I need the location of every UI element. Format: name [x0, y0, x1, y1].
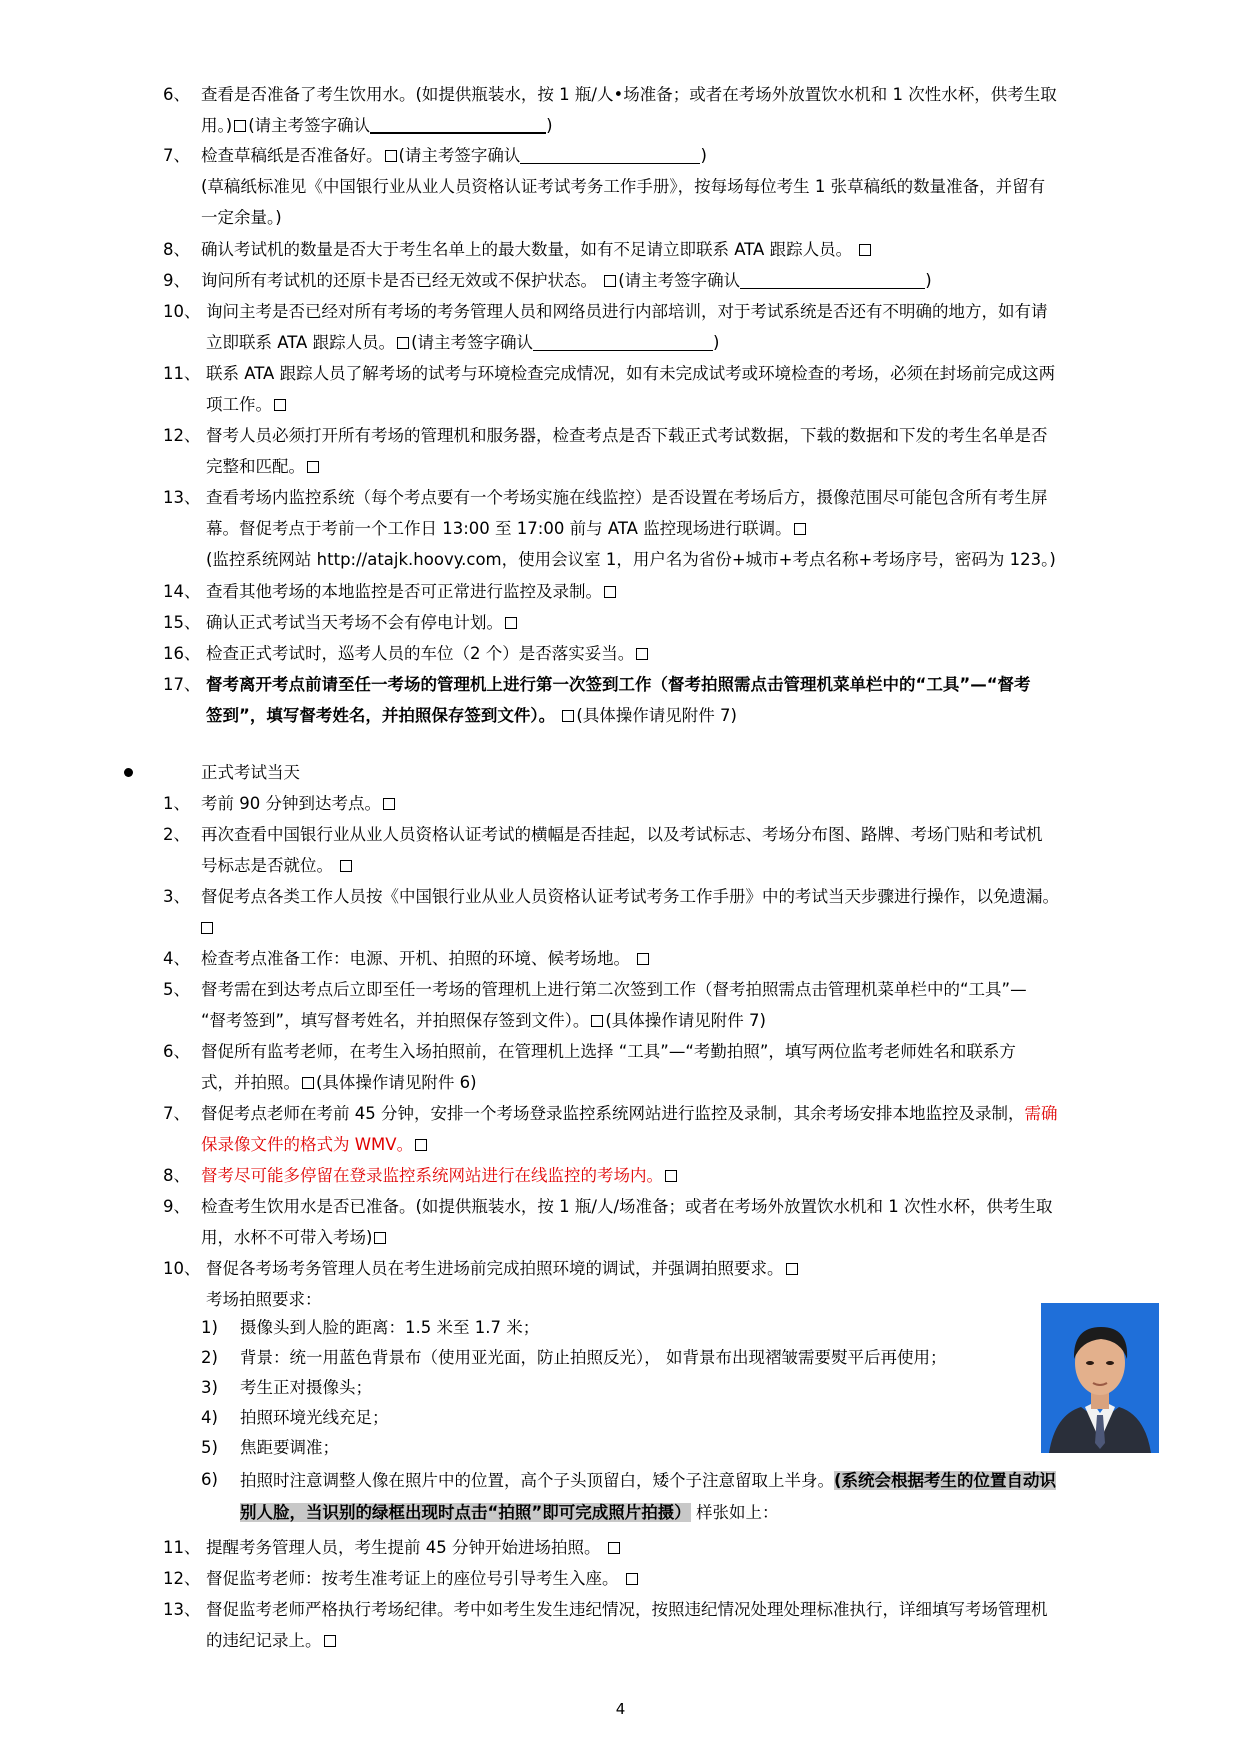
checkbox-icon[interactable]: [302, 1077, 314, 1089]
sub-item-text: 拍照时注意调整人像在照片中的位置，高个子头顶留白，矮个子注意留取上半身。: [240, 1471, 834, 1490]
item-number: 3、: [163, 887, 190, 906]
item-text: 用，水杯不可带入考场): [201, 1228, 373, 1247]
item-number: 11、: [163, 1538, 201, 1557]
item-text: 督促考点老师在考前 45 分钟，安排一个考场登录监控系统网站进行监控及录制，其余考场安排本地监控及录制，: [201, 1104, 1025, 1123]
item-text: 完整和匹配。: [206, 457, 305, 476]
sub-item-text: 背景：统一用蓝色背景布（使用亚光面，防止拍照反光）， 如背景布出现褶皱需要熨平后再使用；: [240, 1348, 947, 1367]
item-number: 7、: [163, 146, 190, 165]
item-number: 2、: [163, 825, 190, 844]
item-text: 号标志是否就位。: [201, 856, 333, 875]
item-note: (具体操作请见附件 6): [316, 1073, 477, 1092]
item-text: 检查正式考试时，巡考人员的车位（2 个）是否落实妥当。: [206, 644, 635, 663]
item-number: 5、: [163, 980, 190, 999]
item-note: 一定余量。): [201, 208, 282, 227]
item-text: 检查草稿纸是否准备好。: [201, 146, 383, 165]
item-text: 查看其他考场的本地监控是否可正常进行监控及录制。: [206, 582, 602, 601]
item-number: 16、: [163, 644, 201, 663]
sub-item-number: 4): [201, 1408, 218, 1427]
signature-line: [740, 270, 925, 289]
item-number: 12、: [163, 426, 201, 445]
item-text: 督促监考老师：按考生准考证上的座位号引导考生入座。: [206, 1569, 619, 1588]
checkbox-icon[interactable]: [201, 922, 213, 934]
item-note: (草稿纸标准见《中国银行业从业人员资格认证考试考务工作手册》，按每场每位考生 1 张草稿纸的数量准备，并留有: [201, 177, 1046, 196]
item-text: 检查考点准备工作：电源、开机、拍照的环境、候考场地。: [201, 949, 630, 968]
item-text: “督考签到”，填写督考姓名，并拍照保存签到文件）。: [201, 1011, 590, 1030]
item-number: 7、: [163, 1104, 190, 1123]
checkbox-icon[interactable]: [234, 120, 246, 132]
item-number: 6、: [163, 85, 190, 104]
item-note: (监控系统网站 http://atajk.hoovy.com，使用会议室 1，用户名为省份+城市+考点名称+考场序号，密码为 123。): [206, 550, 1056, 569]
item-text-bold: 督考离开考点前请至任一考场的管理机上进行第一次签到工作（督考拍照需点击管理机菜单栏中的“工具”—“督考: [206, 675, 1031, 694]
item-number: 13、: [163, 488, 201, 507]
item-number: 10、: [163, 302, 201, 321]
item-number: 4、: [163, 949, 190, 968]
sub-item-number: 5): [201, 1438, 218, 1457]
signature-line: [370, 114, 546, 134]
item-number: 1、: [163, 794, 190, 813]
item-number: 6、: [163, 1042, 190, 1061]
item-text: 联系 ATA 跟踪人员了解考场的试考与环境检查完成情况，如有未完成试考或环境检查的考场，必须在封场前完成这两: [206, 364, 1056, 383]
checkbox-icon[interactable]: [397, 337, 409, 349]
checkbox-icon[interactable]: [383, 798, 395, 810]
checkbox-icon[interactable]: [505, 617, 517, 629]
item-text: 确认考试机的数量是否大于考生名单上的最大数量，如有不足请立即联系 ATA 跟踪人员。: [201, 240, 853, 259]
confirm-close: ): [546, 116, 553, 135]
item-note: (具体操作请见附件 7): [605, 1011, 766, 1030]
checkbox-icon[interactable]: [274, 399, 286, 411]
signature-line: [533, 332, 713, 351]
checkbox-icon[interactable]: [665, 1170, 677, 1182]
confirm-close: ): [713, 333, 720, 352]
item-number: 13、: [163, 1600, 201, 1619]
sub-item-text: 样张如上：: [690, 1503, 779, 1522]
item-number: 15、: [163, 613, 201, 632]
item-text: 检查考生饮用水是否已准备。(如提供瓶装水，按 1 瓶/人/场准备；或者在考场外放置饮水机和 1 次性水杯，供考生取: [201, 1197, 1053, 1216]
sub-item-number: 1): [201, 1318, 218, 1337]
item-text-red: 督考尽可能多停留在登录监控系统网站进行在线监控的考场内。: [201, 1166, 663, 1185]
item-text: 确认正式考试当天考场不会有停电计划。: [206, 613, 503, 632]
checkbox-icon[interactable]: [604, 586, 616, 598]
item-number: 8、: [163, 1166, 190, 1185]
item-number: 9、: [163, 1197, 190, 1216]
item-text: 考前 90 分钟到达考点。: [201, 794, 381, 813]
item-text: 督促各考场考务管理人员在考生进场前完成拍照环境的调试，并强调拍照要求。: [206, 1259, 784, 1278]
confirm-label: (请主考签字确认: [411, 333, 534, 352]
checkbox-icon[interactable]: [604, 275, 616, 287]
item-text: 询问所有考试机的还原卡是否已经无效或不保护状态。: [201, 271, 597, 290]
checkbox-icon[interactable]: [374, 1232, 386, 1244]
checkbox-icon[interactable]: [637, 953, 649, 965]
signature-line: [520, 145, 700, 164]
checkbox-icon[interactable]: [385, 150, 397, 162]
checkbox-icon[interactable]: [859, 244, 871, 256]
sub-item-text: 焦距要调准；: [240, 1438, 339, 1457]
item-text: 用。): [201, 116, 233, 135]
bullet-icon: [124, 768, 133, 777]
confirm-label: (请主考签字确认: [618, 271, 741, 290]
portrait-illustration: [1041, 1303, 1159, 1453]
checkbox-icon[interactable]: [340, 860, 352, 872]
checkbox-icon[interactable]: [608, 1542, 620, 1554]
sub-item-number: 2): [201, 1348, 218, 1367]
item-text-red: 需确: [1024, 1104, 1058, 1123]
item-number: 14、: [163, 582, 201, 601]
item-text: 督促考点各类工作人员按《中国银行业从业人员资格认证考试考务工作手册》中的考试当天步骤进行操作，以免遗漏。: [201, 887, 1059, 906]
sub-item-text: 考生正对摄像头；: [240, 1378, 372, 1397]
checkbox-icon[interactable]: [591, 1015, 603, 1027]
item-number: 8、: [163, 240, 190, 259]
checkbox-icon[interactable]: [626, 1573, 638, 1585]
item-text: 的违纪记录上。: [206, 1631, 322, 1650]
item-text: 督促所有监考老师，在考生入场拍照前，在管理机上选择 “工具”—“考勤拍照”，填写两位监考老师姓名和联系方: [201, 1042, 1016, 1061]
confirm-close: ): [925, 271, 932, 290]
item-text: 查看是否准备了考生饮用水。(如提供瓶装水，按 1 瓶/人•场准备；或者在考场外放置饮水机和 1 次性水杯，供考生取: [201, 85, 1057, 104]
checkbox-icon[interactable]: [562, 710, 574, 722]
checkbox-icon[interactable]: [786, 1263, 798, 1275]
item-text: 询问主考是否已经对所有考场的考务管理人员和网络员进行内部培训，对于考试系统是否还有不明确的地方，如有请: [206, 302, 1048, 321]
item-text-red: 保录像文件的格式为 WMV。: [201, 1135, 414, 1154]
item-text: 项工作。: [206, 395, 272, 414]
highlighted-note: 别人脸，当识别的绿框出现时点击“拍照”即可完成照片拍摄）: [240, 1503, 691, 1522]
highlighted-note: (系统会根据考生的位置自动识: [834, 1471, 1057, 1490]
checkbox-icon[interactable]: [794, 523, 806, 535]
item-text-bold: 签到”，填写督考姓名，并拍照保存签到文件）。: [206, 706, 556, 725]
item-text: 再次查看中国银行业从业人员资格认证考试的横幅是否挂起，以及考试标志、考场分布图、路牌、考场门贴和考试机: [201, 825, 1043, 844]
confirm-close: ): [700, 146, 707, 165]
item-text: 督考人员必须打开所有考场的管理机和服务器，检查考点是否下载正式考试数据，下载的数据和下发的考生名单是否: [206, 426, 1048, 445]
item-text: 幕。督促考点于考前一个工作日 13:00 至 17:00 前与 ATA 监控现场进行联调。: [206, 519, 792, 538]
page-number: 4: [615, 1700, 626, 1718]
item-text: 督考需在到达考点后立即至任一考场的管理机上进行第二次签到工作（督考拍照需点击管理机菜单栏中的“工具”—: [201, 980, 1027, 999]
sub-item-number: 6): [201, 1470, 218, 1489]
sample-portrait-photo: [1041, 1303, 1159, 1453]
confirm-label: (请主考签字确认: [398, 146, 521, 165]
item-number: 17、: [163, 675, 201, 694]
item-number: 11、: [163, 364, 201, 383]
photo-requirements-title: 考场拍照要求：: [206, 1290, 322, 1309]
item-number: 9、: [163, 271, 190, 290]
item-note: (具体操作请见附件 7): [576, 706, 737, 725]
item-number: 10、: [163, 1259, 201, 1278]
checkbox-icon[interactable]: [307, 461, 319, 473]
section-heading-text: 正式考试当天: [201, 763, 300, 782]
sub-item-text: 拍照环境光线充足；: [240, 1408, 389, 1427]
item-text: 查看考场内监控系统（每个考点要有一个考场实施在线监控）是否设置在考场后方，摄像范围尽可能包含所有考生屏: [206, 488, 1048, 507]
checkbox-icon[interactable]: [636, 648, 648, 660]
sub-item-number: 3): [201, 1378, 218, 1397]
checkbox-icon[interactable]: [415, 1139, 427, 1151]
item-text: 式，并拍照。: [201, 1073, 300, 1092]
checkbox-icon[interactable]: [324, 1635, 336, 1647]
sub-item-text: 摄像头到人脸的距离：1.5 米至 1.7 米；: [240, 1318, 540, 1337]
item-text: 督促监考老师严格执行考场纪律。考中如考生发生违纪情况，按照违纪情况处理处理标准执行，详细填写考场管理机: [206, 1600, 1048, 1619]
item-text: 立即联系 ATA 跟踪人员。: [206, 333, 396, 352]
item-text: 提醒考务管理人员，考生提前 45 分钟开始进场拍照。: [206, 1538, 601, 1557]
item-number: 12、: [163, 1569, 201, 1588]
confirm-label: (请主考签字确认: [248, 116, 371, 135]
